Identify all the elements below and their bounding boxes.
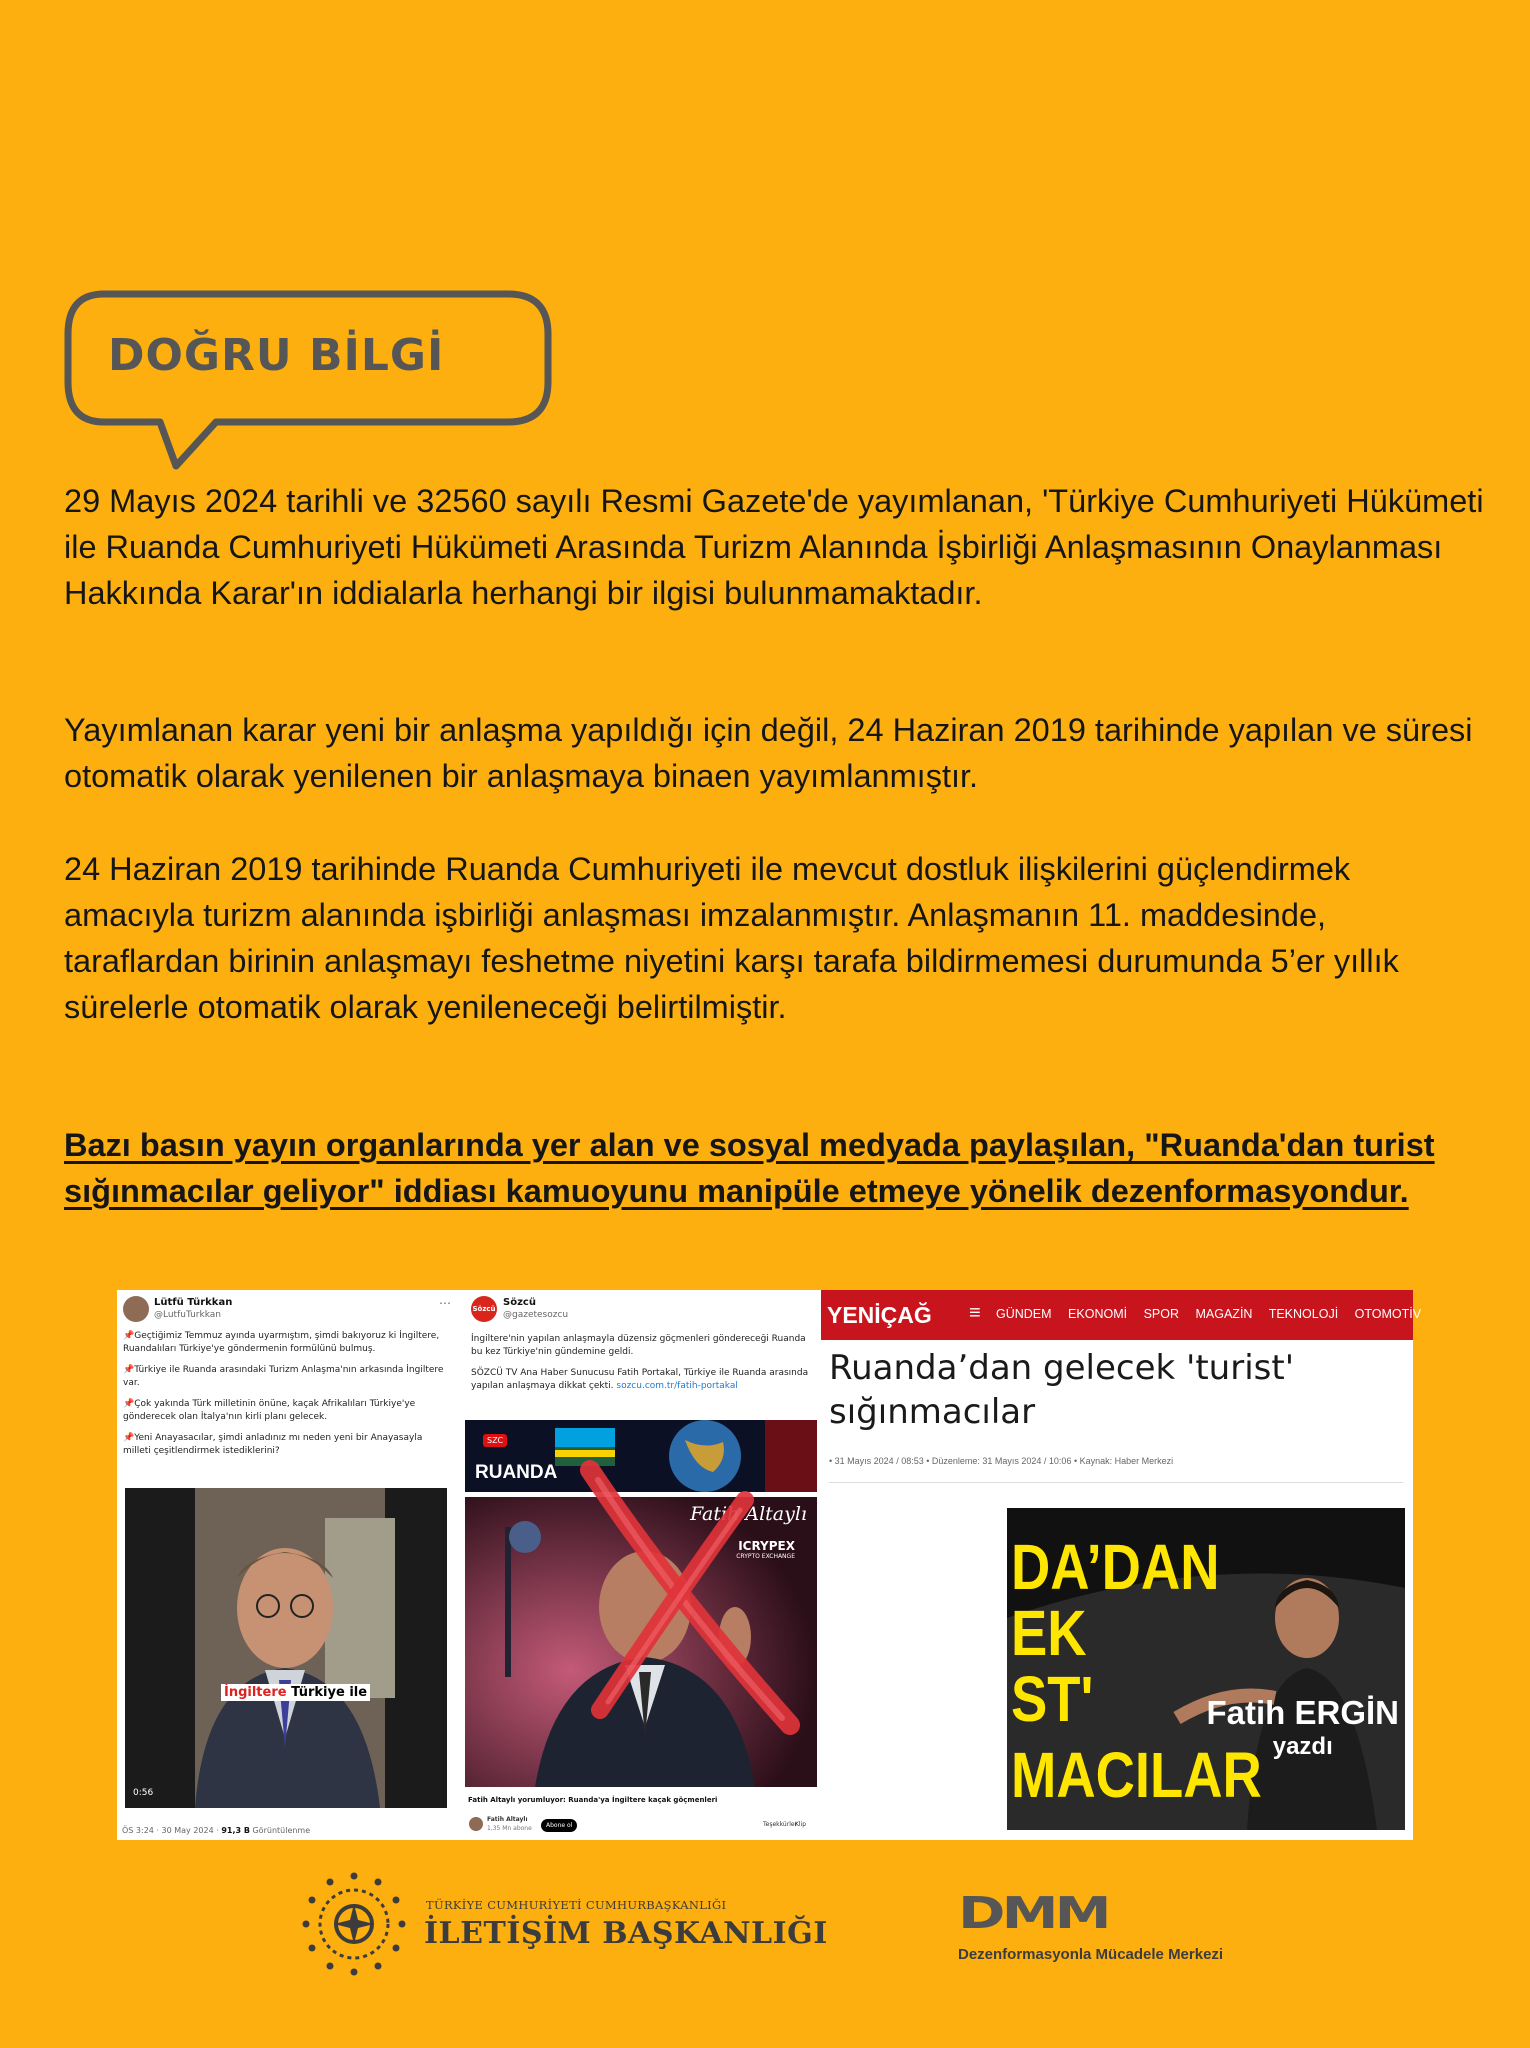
video-caption — [221, 1684, 370, 1701]
dogru-bilgi-badge — [64, 290, 544, 424]
nav-item[interactable]: OTOMOTİV — [1354, 1307, 1422, 1321]
sponsor-logo — [736, 1539, 795, 1560]
dmm-logo: DMM — [958, 1888, 1108, 1939]
tweet-author-name: Lütfü Türkkan — [154, 1297, 233, 1308]
tweet-line: Türkiye ile Ruanda arasındaki Turizm Anlaşma'nın arkasında İngiltere var. — [123, 1365, 444, 1388]
footer-subscribers: 1,35 Mn abone — [487, 1825, 532, 1832]
paragraph-2: Yayımlanan karar yeni bir anlaşma yapıldığı için değil, 24 Haziran 2019 tarihinde yapılan ve süresi otomatik olarak yenilenen bir anlaşmaya binaen yayımlanmıştır. — [64, 712, 1473, 794]
sponsor-name: ICRYPEX — [738, 1539, 795, 1553]
paragraph-3: 24 Haziran 2019 tarihinde Ruanda Cumhuriyeti ile mevcut dostluk ilişkilerini güçlendirmek amacıyla turizm alanında işbirliği anlaşması imzalanmıştır. Anlaşmanın 11. maddesinde, taraflardan birinin anlaşmayı feshetme niyetini karşı tarafa bildirmemesi durumunda 5’er yıllık sürelerle otomatik olarak yenileneceği belirtilmiştir. — [64, 851, 1399, 1025]
tweet-sozcu — [465, 1290, 817, 1840]
tweet-meta — [122, 1826, 310, 1835]
tv-channel-logo: SZC — [483, 1434, 507, 1447]
video-footer — [465, 1810, 817, 1840]
pin-icon: 📌 — [123, 1365, 135, 1375]
divider — [829, 1482, 1403, 1483]
yenicag-nav — [996, 1307, 1434, 1321]
nav-item[interactable]: EKONOMİ — [1068, 1307, 1128, 1321]
nav-item[interactable]: MAGAZİN — [1195, 1307, 1253, 1321]
channel-signature: Fatih Altaylı — [690, 1503, 807, 1525]
clip-button[interactable]: Klip — [795, 1821, 807, 1828]
tweet-line: Geçtiğimiz Temmuz ayında uyarmıştım, şimdi bakıyoruz ki İngiltere, Ruandalıları Türkiye'ye göndermenin formülünü bulmuş. — [123, 1331, 440, 1354]
org-subtitle: TÜRKİYE CUMHURİYETİ CUMHURBAŞKANLIĞI — [426, 1898, 727, 1912]
tweet-link[interactable]: sozcu.com.tr/fatih-portakal — [616, 1380, 738, 1391]
tweet-video[interactable] — [125, 1488, 447, 1808]
subscribe-button[interactable]: Abone ol — [541, 1819, 577, 1832]
tv-thumbnail[interactable] — [465, 1420, 817, 1492]
disinformation-claim: Bazı basın yayın organlarında yer alan ve sosyal medyada paylaşılan, "Ruanda'dan turist sığınmacılar geliyor" iddiası kamuoyunu manipüle etmeye yönelik dezenformasyondur. — [64, 1127, 1435, 1209]
article-image — [1007, 1508, 1405, 1830]
author-badge — [1206, 1696, 1399, 1764]
article-headline — [829, 1346, 1294, 1434]
image-text-4: MACILAR — [1011, 1739, 1262, 1811]
nav-item[interactable]: TEKNOLOJİ — [1268, 1307, 1339, 1321]
tweet-line: SÖZCÜ TV Ana Haber Sunucusu Fatih Portakal, Türkiye ile Ruanda arasında yapılan anlaşmaya dikkat çekti. — [471, 1368, 809, 1391]
tweet-views: 91,3 B — [221, 1826, 250, 1835]
pin-icon: 📌 — [123, 1433, 135, 1443]
tweet-date: ÖS 3:24 · 30 May 2024 · — [122, 1826, 219, 1835]
dmm-subtitle: Dezenformasyonla Mücadele Merkezi — [958, 1946, 1224, 1963]
tweet-line: Çok yakında Türk milletinin önüne, kaçak Afrikalıları Türkiye'ye gönderecek olan İtalya'nın kirli planı gelecek. — [123, 1399, 416, 1422]
image-text-3: ST' — [1011, 1663, 1094, 1735]
image-text-2: EK — [1011, 1597, 1087, 1669]
paragraph-1: 29 Mayıs 2024 tarihli ve 32560 sayılı Resmi Gazete'de yayımlanan, 'Türkiye Cumhuriyeti Hükümeti ile Ruanda Cumhuriyeti Hükümeti Arasında Turizm Alanında İşbirliği Anlaşmasının Onaylanması Hakkında Karar'ın iddialarla herhangi bir ilgisi bulunmamaktadır. — [64, 483, 1484, 611]
headline-line-2: sığınmacılar — [829, 1392, 1036, 1432]
pin-icon: 📌 — [123, 1331, 135, 1341]
video-thumbnail[interactable] — [465, 1497, 817, 1787]
sponsor-sub: CRYPTO EXCHANGE — [736, 1553, 795, 1560]
video-duration: 0:56 — [133, 1788, 154, 1798]
author-name: Fatih ERGİN — [1206, 1694, 1399, 1731]
org-title: İLETİŞİM BAŞKANLIĞI — [424, 1916, 828, 1951]
yenicag-navbar — [821, 1290, 1422, 1340]
sozcu-logo: Sözcü — [471, 1296, 497, 1322]
tweet-line: İngiltere'nin yapılan anlaşmayla düzensiz göçmenleri göndereceği Ruanda bu kez Türkiye'nin gündemine geldi. — [471, 1334, 806, 1357]
tweet-views-label: Görüntülenme — [252, 1826, 311, 1835]
channel-avatar — [469, 1817, 483, 1831]
yenicag-logo[interactable]: YENİÇAĞ — [827, 1302, 932, 1328]
tv-title: RUANDA — [475, 1462, 558, 1483]
tweet-body — [471, 1333, 811, 1401]
tweet-body — [123, 1330, 449, 1466]
video-frame-image — [125, 1488, 447, 1808]
author-suffix: yazdı — [1272, 1733, 1333, 1760]
badge-label: DOĞRU BİLGİ — [108, 330, 445, 381]
headline-line-1: Ruanda’dan gelecek 'turist' — [829, 1348, 1295, 1388]
article-meta: • 31 Mayıs 2024 / 08:53 • Düzenleme: 31 Mayıs 2024 / 10:06 • Kaynak: Haber Merkezi — [829, 1456, 1174, 1466]
video-title: Fatih Altaylı yorumluyor: Ruanda'ya İngiltere kaçak göçmenleri — [468, 1796, 718, 1804]
more-icon[interactable]: ⋯ — [439, 1296, 451, 1310]
footer — [0, 1860, 1530, 2000]
nav-item[interactable]: SPOR — [1143, 1307, 1180, 1321]
footer-channel-name: Fatih Altaylı — [487, 1816, 528, 1823]
tweet-author-handle: @LutfuTurkkan — [154, 1310, 221, 1320]
screenshot-collage — [117, 1290, 1422, 1840]
caption-text: Türkiye ile — [291, 1685, 368, 1700]
iletisim-seal-icon — [300, 1870, 408, 1978]
avatar — [123, 1296, 149, 1322]
tweet-author-name: Sözcü — [503, 1297, 536, 1308]
tweet-author-handle: @gazetesozcu — [503, 1310, 569, 1320]
tweet-lutfu-turkkan — [117, 1290, 457, 1840]
yenicag-article — [821, 1290, 1422, 1840]
thanks-button[interactable]: Teşekkürler — [763, 1821, 798, 1828]
image-text-1: DA’DAN — [1011, 1531, 1220, 1603]
caption-highlight: İngiltere — [224, 1685, 287, 1700]
pin-icon: 📌 — [123, 1399, 135, 1409]
hamburger-icon[interactable]: ≡ — [969, 1302, 981, 1324]
nav-item[interactable]: GÜNDEM — [996, 1307, 1052, 1321]
tweet-line: Yeni Anayasacılar, şimdi anladınız mı neden yeni bir Anayasayla milleti çeşitlendirmek istediklerini? — [123, 1433, 423, 1456]
